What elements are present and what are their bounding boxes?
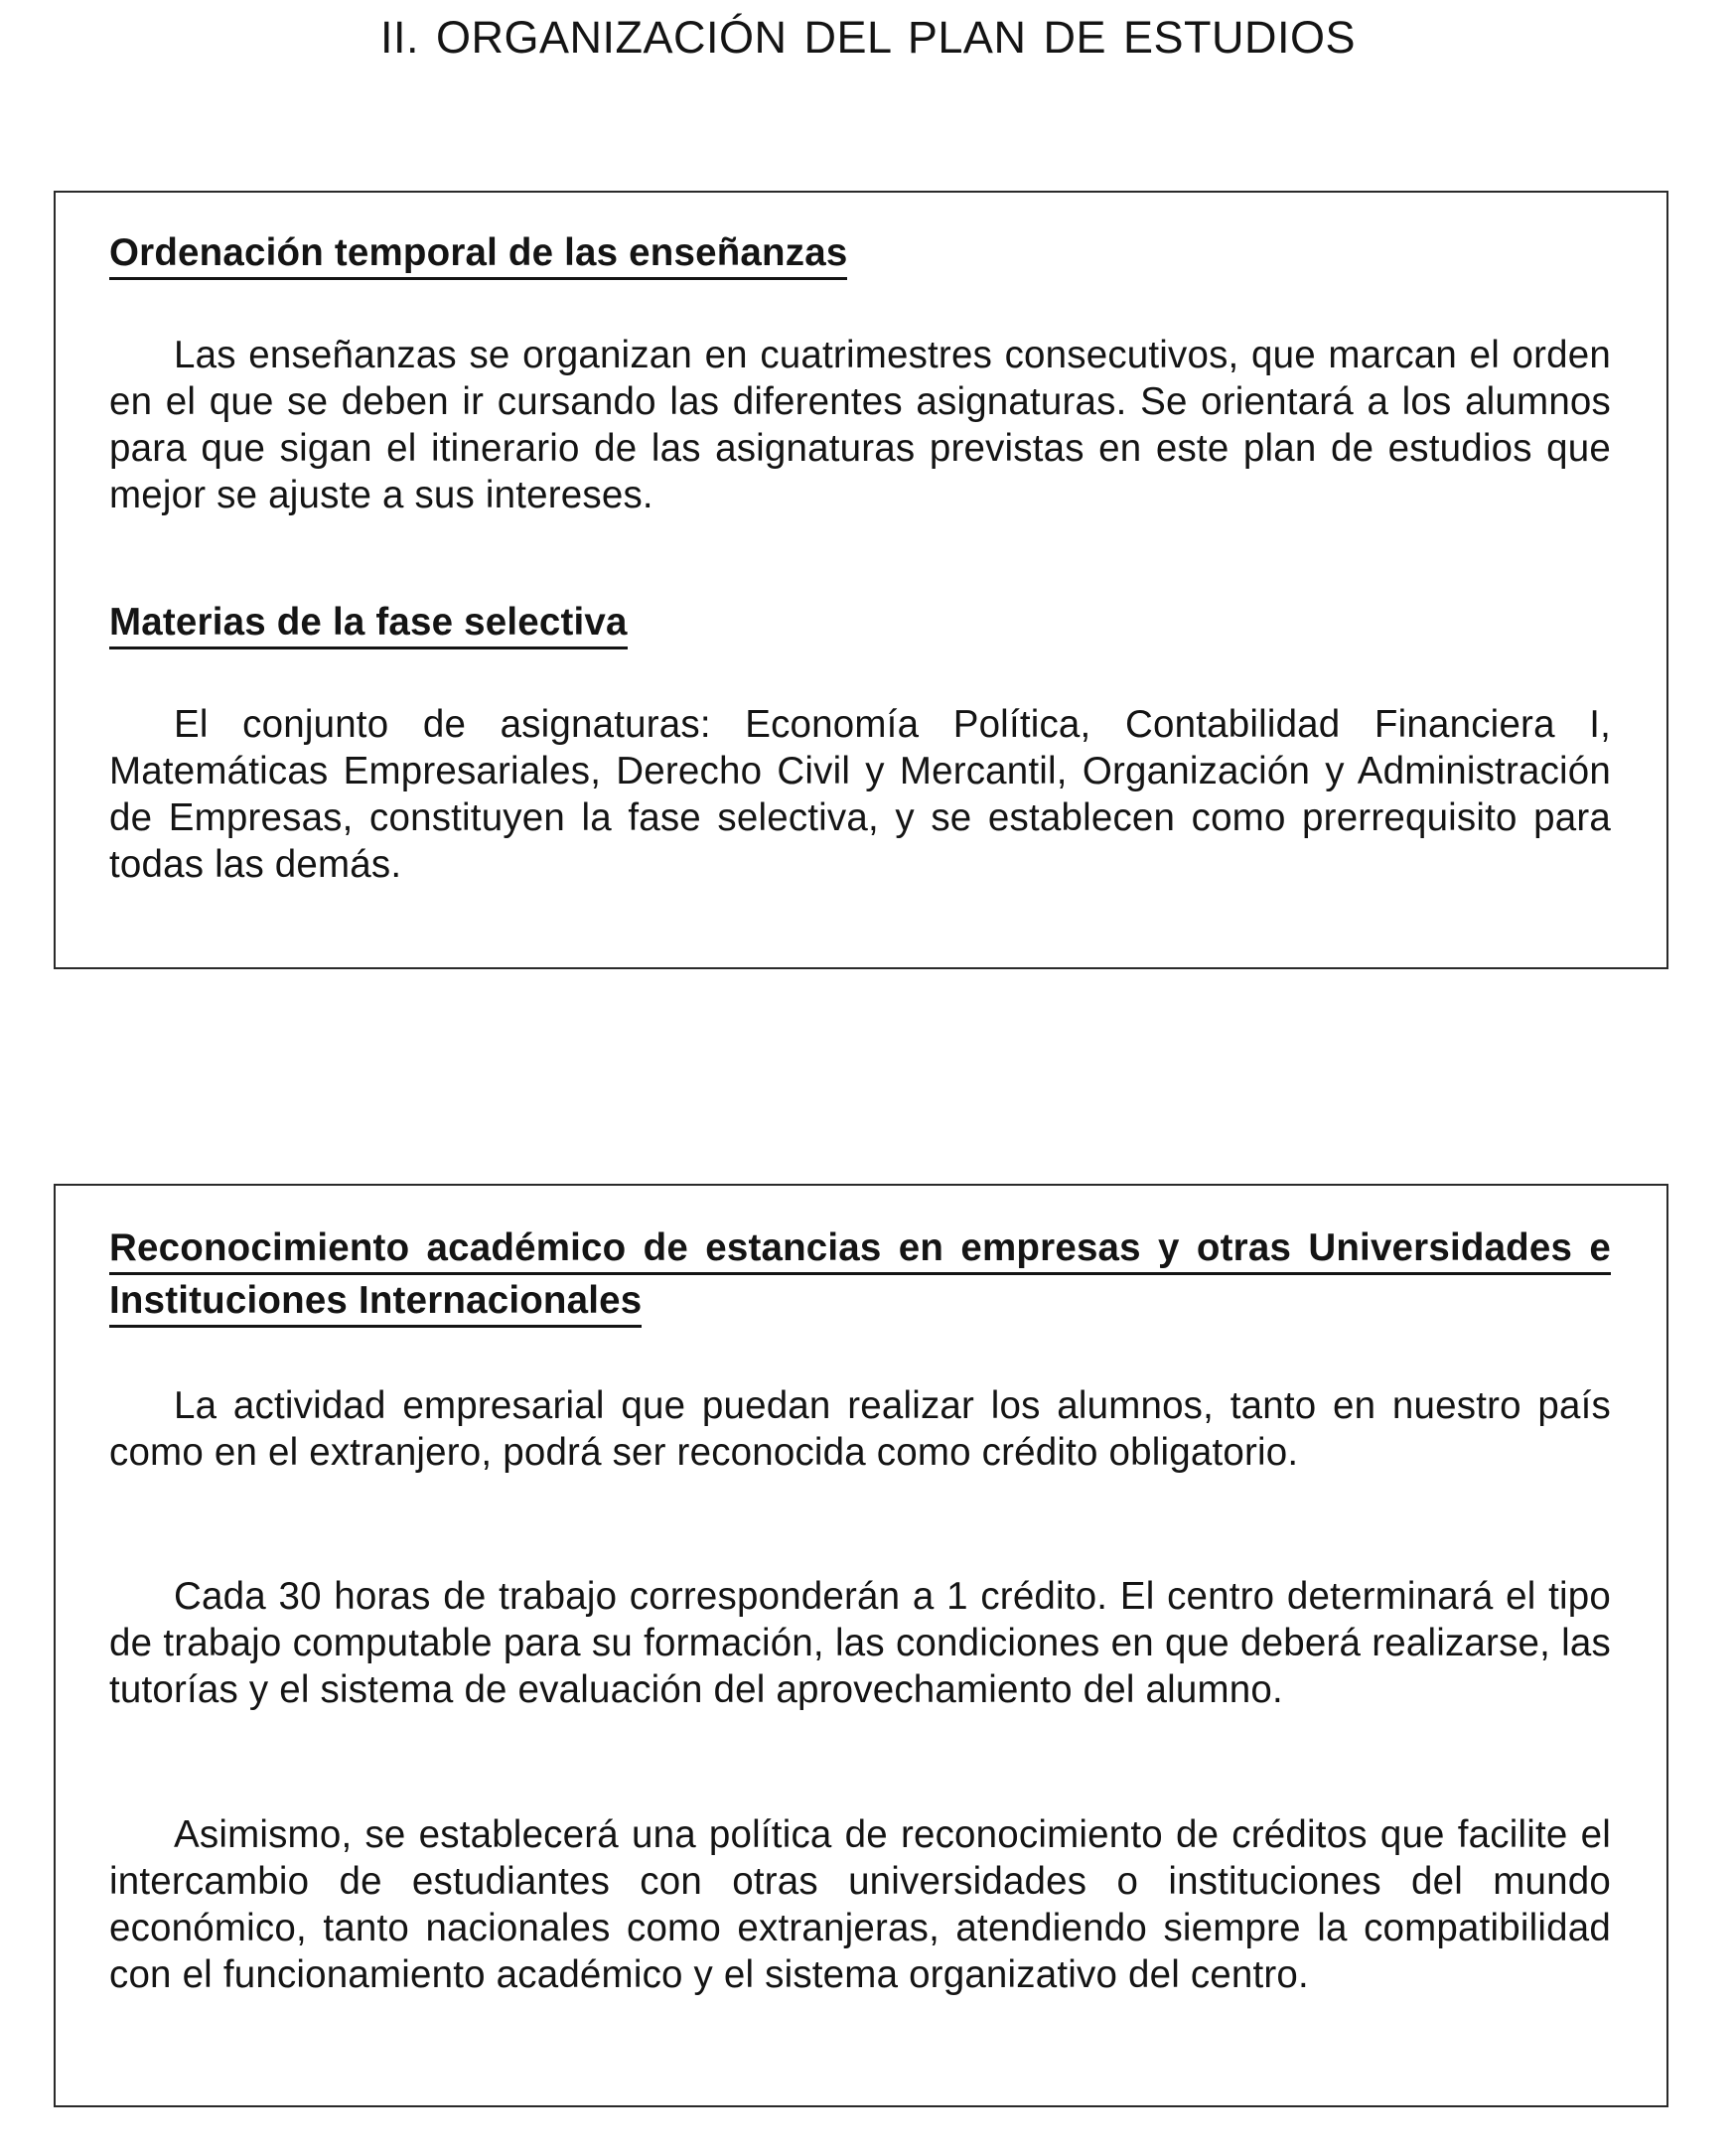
heading-academic-recognition [109, 1221, 1611, 1327]
paragraph-business-activity: La actividad empresarial que puedan realizar los alumnos, tanto en nuestro país como en el extranjero, podrá ser reconocida como crédito obligatorio. [109, 1384, 1611, 1474]
page-title: II. ORGANIZACIÓN DEL PLAN DE ESTUDIOS [379, 12, 1356, 63]
heading-temporal-ordering [109, 226, 847, 279]
paragraph-temporal-ordering: Las enseñanzas se organizan en cuatrimestres consecutivos, que marcan el orden en el que se deben ir cursando las diferentes asignaturas. Se orientará a los alumnos para que sigan el itinerario de las asignaturas previstas en este plan de estudios que mejor se ajuste a sus intereses. [109, 334, 1611, 516]
heading-academic-recognition-text: Reconocimiento académico de estancias en empresas y otras Universidades e Instituciones Internacionales [109, 1226, 1611, 1328]
paragraph-credit-hours: Cada 30 horas de trabajo corresponderán a 1 crédito. El centro determinará el tipo de trabajo computable para su formación, las condiciones en que deberá realizarse, las tutorías y el sistema de evaluación del aprovechamiento del alumno. [109, 1575, 1611, 1711]
paragraph-selective-phase: El conjunto de asignaturas: Economía Política, Contabilidad Financiera I, Matemáticas Empresariales, Derecho Civil y Mercantil, Organización y Administración de Empresas, constituyen la fase selectiva, y se establecen como prerrequisito para todas las demás. [109, 703, 1611, 886]
heading-selective-phase-text: Materias de la fase selectiva [109, 601, 628, 649]
paragraph-credit-recognition-policy: Asimismo, se establecerá una política de reconocimiento de créditos que facilite el intercambio de estudiantes con otras universidades o instituciones del mundo económico, tanto nacionales como extranjeras, atendiendo siempre la compatibilidad con el funcionamiento académico y el sistema organizativo del centro. [109, 1813, 1611, 1996]
heading-selective-phase [109, 596, 628, 648]
heading-temporal-ordering-text: Ordenación temporal de las enseñanzas [109, 231, 847, 280]
